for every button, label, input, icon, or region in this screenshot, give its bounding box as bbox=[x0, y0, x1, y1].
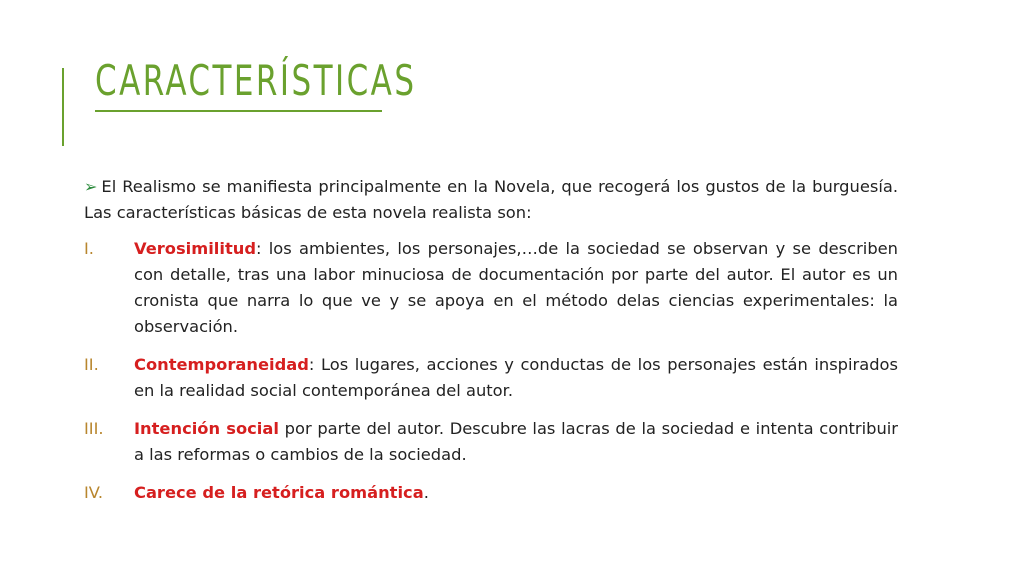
list-item bbox=[84, 352, 898, 404]
slide-content bbox=[84, 174, 898, 518]
intro-text: El Realismo se manifiesta principalmente en la Novela, que recogerá los gustos de la burguesía. Las características básicas de esta novela realista son: bbox=[84, 177, 898, 222]
accent-line bbox=[62, 68, 64, 146]
item-text: . bbox=[423, 483, 429, 502]
arrow-bullet-icon: ➢ bbox=[84, 177, 98, 196]
list-item bbox=[84, 236, 898, 340]
item-term: Carece de la retórica romántica bbox=[134, 483, 424, 502]
item-text: : Los lugares, acciones y conductas de los personajes están inspirados en la realidad social contemporánea del autor. bbox=[134, 355, 898, 400]
item-term: Verosimilitud bbox=[134, 239, 256, 258]
item-number: I. bbox=[84, 239, 94, 258]
item-term: Intención social bbox=[134, 419, 279, 438]
slide-title: CARACTERÍSTICAS bbox=[95, 56, 417, 105]
item-number: III. bbox=[84, 419, 104, 438]
item-text: : los ambientes, los personajes,…de la sociedad se observan y se describen con detalle, tras una labor minuciosa de documentación por parte del autor. El autor es un cronista que narra lo que ve y se apoya en el método delas ciencias experimentales: la observación. bbox=[134, 239, 898, 336]
item-term: Contemporaneidad bbox=[134, 355, 309, 374]
item-text: por parte del autor. Descubre las lacras de la sociedad e intenta contribuir a las reformas o cambios de la sociedad. bbox=[134, 419, 898, 464]
item-number: IV. bbox=[84, 483, 104, 502]
item-number: II. bbox=[84, 355, 99, 374]
characteristics-list bbox=[84, 236, 898, 506]
list-item bbox=[84, 416, 898, 468]
intro-paragraph bbox=[84, 174, 898, 226]
list-item bbox=[84, 480, 898, 506]
title-underline bbox=[95, 110, 382, 112]
